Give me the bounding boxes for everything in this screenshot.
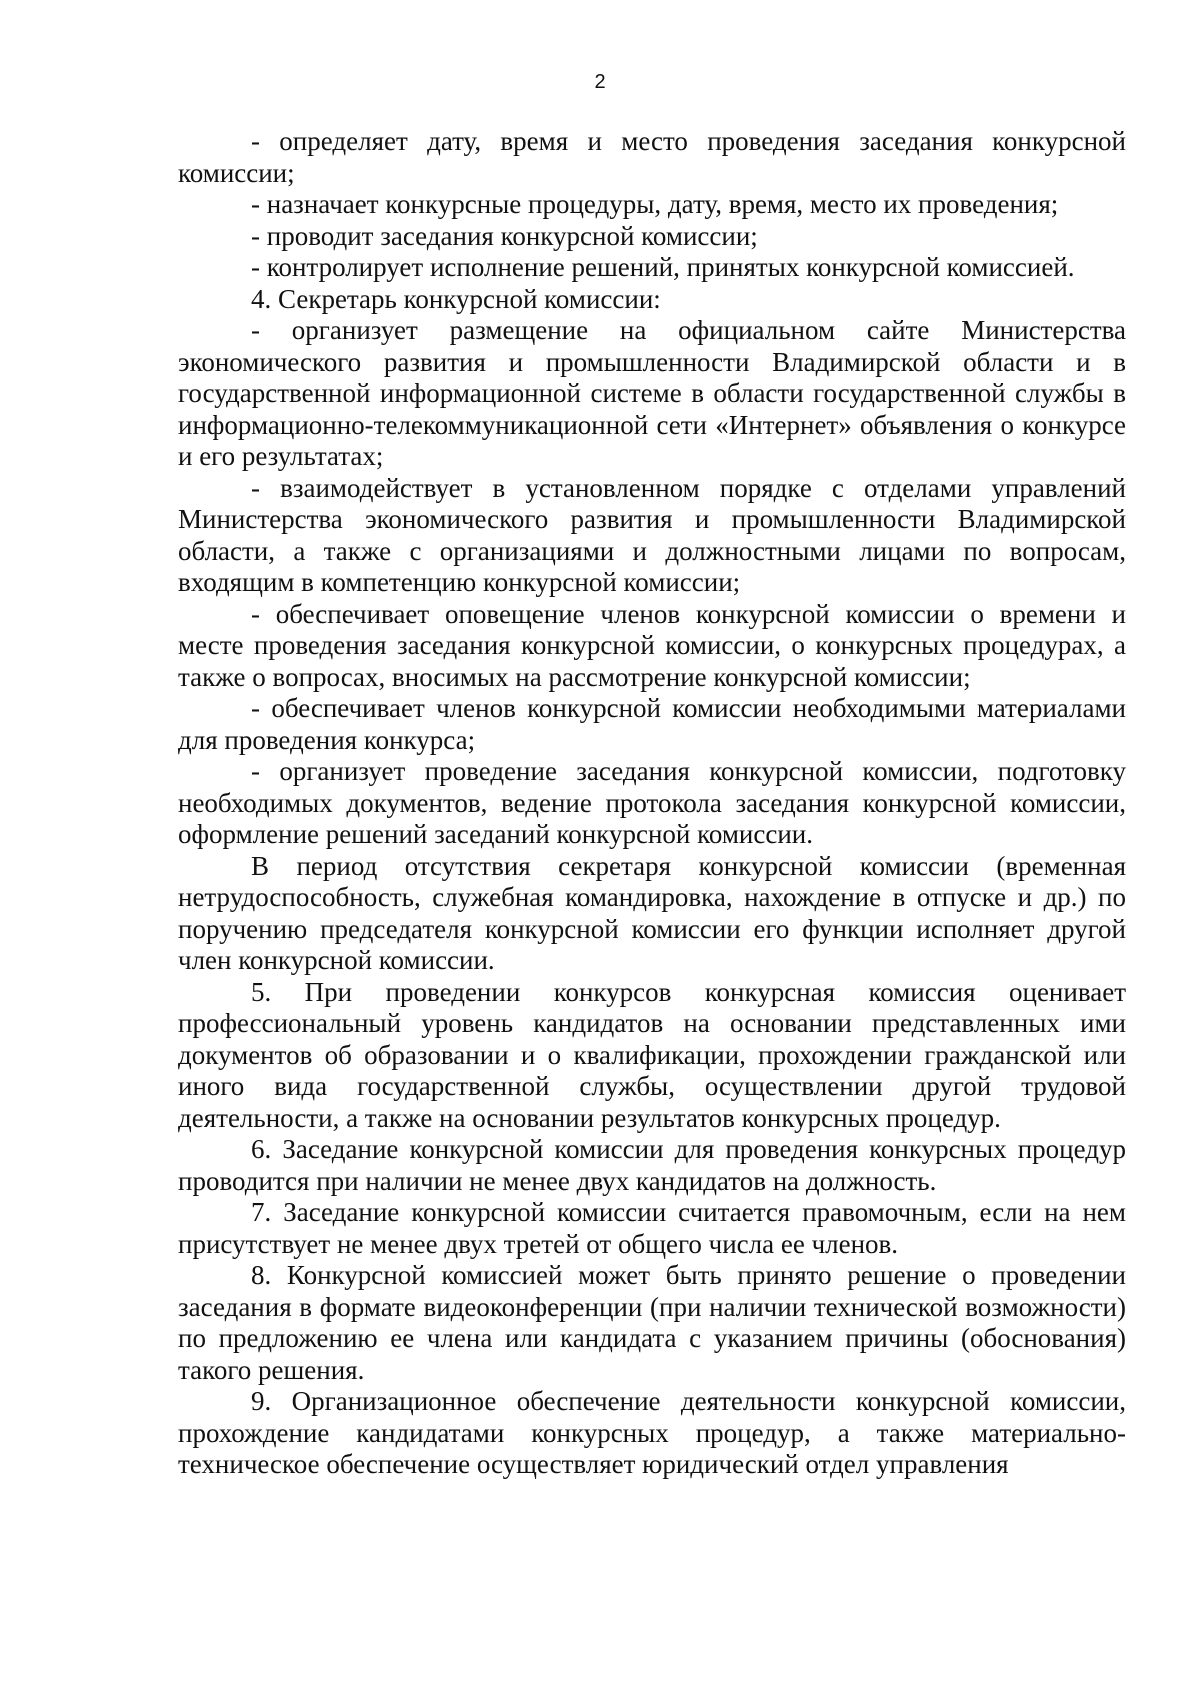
paragraph: - взаимодействует в установленном порядке с отделами управлений Министерства экономического развития и промышленности Владимирской области, а также с организациями и должностными лицами по вопросам, входящим в компетенцию конкурсной комиссии; xyxy=(178,472,1126,597)
paragraph: - назначает конкурсные процедуры, дату, время, место их проведения; xyxy=(251,189,1059,219)
paragraph: - контролирует исполнение решений, принятых конкурсной комиссией. xyxy=(251,252,1075,282)
paragraph: 8. Конкурсной комиссией может быть принято решение о проведении заседания в формате видеоконференции (при наличии технической возможности) по предложению ее члена или кандидата с указанием причины (обоснования) такого решения. xyxy=(178,1260,1126,1385)
paragraph: 5. При проведении конкурсов конкурсная комиссия оценивает профессиональный уровень кандидатов на основании представленных ими документов об образовании и о квалификации, прохождении гражданской или иного вида государственной службы, осуществлении другой трудовой деятельности, а также на основании результатов конкурсных процедур. xyxy=(178,976,1126,1133)
page-number: 2 xyxy=(594,71,606,93)
paragraph: - определяет дату, время и место проведения заседания конкурсной комиссии; xyxy=(178,126,1126,188)
paragraph: - обеспечивает оповещение членов конкурсной комиссии о времени и месте проведения заседания конкурсной комиссии, о конкурсных процедурах, а также о вопросах, вносимых на рассмотрение конкурсной комиссии; xyxy=(178,598,1126,692)
paragraph: 9. Организационное обеспечение деятельности конкурсной комиссии, прохождение кандидатами конкурсных процедур, а также материально-техническое обеспечение осуществляет юридический отдел управления xyxy=(178,1386,1126,1479)
paragraph: 7. Заседание конкурсной комиссии считается правомочным, если на нем присутствует не менее двух третей от общего числа ее членов. xyxy=(178,1197,1126,1259)
paragraph: 4. Секретарь конкурсной комиссии: xyxy=(251,283,661,314)
paragraph: В период отсутствия секретаря конкурсной комиссии (временная нетрудоспособность, служебная командировка, нахождение в отпуске и др.) по поручению председателя конкурсной комиссии его функции исполняет другой член конкурсной комиссии. xyxy=(178,850,1126,975)
paragraph: - обеспечивает членов конкурсной комиссии необходимыми материалами для проведения конкурса; xyxy=(178,693,1126,755)
paragraph: 6. Заседание конкурсной комиссии для проведения конкурсных процедур проводится при наличии не менее двух кандидатов на должность. xyxy=(178,1134,1126,1196)
paragraph: - организует проведение заседания конкурсной комиссии, подготовку необходимых документов, ведение протокола заседания конкурсной комиссии, оформление решений заседаний конкурсной комиссии. xyxy=(178,756,1126,849)
document-body xyxy=(178,126,1126,1481)
paragraph: - проводит заседания конкурсной комиссии; xyxy=(251,220,758,251)
paragraph: - организует размещение на официальном сайте Министерства экономического развития и промышленности Владимирской области и в государственной информационной системе в области государственной службы в информационно-телекоммуникационной сети «Интернет» объявления о конкурсе и его результатах; xyxy=(178,315,1126,471)
